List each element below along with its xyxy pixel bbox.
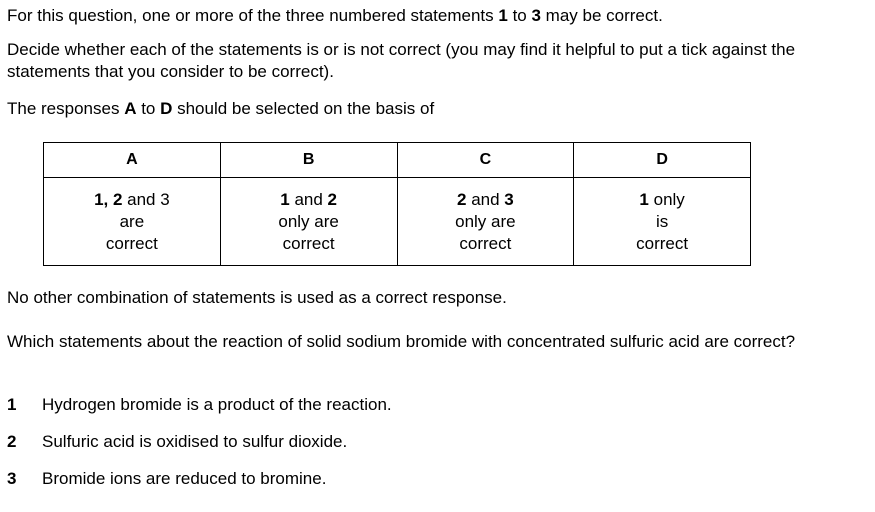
key-cell-c-line2: only are <box>455 211 516 231</box>
intro-post: may be correct. <box>540 6 663 25</box>
key-cell-b-bold2: 2 <box>327 189 337 209</box>
key-cell-b-line1 <box>221 189 397 211</box>
statement-1 <box>7 394 867 416</box>
key-cell-a-line1 <box>44 189 220 211</box>
key-cell-a-rest: and 3 <box>122 189 170 209</box>
responses-post: should be selected on the basis of <box>172 99 435 118</box>
intro-number-1: 1 <box>498 6 508 25</box>
key-cell-c-rest: and <box>466 189 505 209</box>
key-header-d: D <box>574 143 751 178</box>
key-cell-d-bold: 1 <box>639 189 649 209</box>
key-cell-c-line3: correct <box>459 233 512 253</box>
question-text: Which statements about the reaction of solid sodium bromide with concentrated sulfuric acid are correct? <box>7 332 796 351</box>
key-header-a: A <box>44 143 221 178</box>
intro-text <box>7 5 869 27</box>
key-cell-a-bold: 1, 2 <box>94 189 123 209</box>
statement-1-text: Hydrogen bromide is a product of the reaction. <box>42 395 392 414</box>
no-combination-note: No other combination of statements is used as a correct response. <box>7 288 507 307</box>
key-cell-c-line1 <box>398 189 574 211</box>
key-cell-d <box>574 178 751 266</box>
key-cell-b <box>220 178 397 266</box>
responses-text <box>7 98 869 120</box>
statement-3 <box>7 468 867 490</box>
statement-2-number: 2 <box>7 432 17 451</box>
statement-2-text: Sulfuric acid is oxidised to sulfur dioxide. <box>42 432 348 451</box>
decide-instructions: Decide whether each of the statements is or is not correct (you may find it helpful to put a tick against the statements that you consider to be correct). <box>7 40 796 81</box>
key-cell-a-line3: correct <box>105 233 158 253</box>
responses-pre: The responses <box>7 99 125 118</box>
key-header-c: C <box>397 143 574 178</box>
key-cell-b-line2: only are <box>278 211 339 231</box>
key-cell-d-line1 <box>574 189 750 211</box>
key-cell-a <box>44 178 221 266</box>
key-body-row <box>44 178 751 266</box>
statement-3-number: 3 <box>7 469 17 488</box>
key-cell-d-line3: correct <box>636 233 689 253</box>
statement-1-number: 1 <box>7 395 17 414</box>
key-cell-a-line2: are <box>119 211 145 231</box>
responses-letter-a: A <box>124 99 137 118</box>
response-key-table <box>43 142 751 266</box>
key-cell-b-rest: and <box>289 189 328 209</box>
responses-letter-d: D <box>160 99 173 118</box>
intro-number-3: 3 <box>531 6 541 25</box>
intro-mid: to <box>507 6 532 25</box>
key-cell-c-bold: 2 <box>457 189 467 209</box>
key-header-b: B <box>220 143 397 178</box>
intro-pre: For this question, one or more of the three numbered statements <box>7 6 499 25</box>
key-cell-b-bold: 1 <box>280 189 290 209</box>
statement-3-text: Bromide ions are reduced to bromine. <box>42 469 327 488</box>
key-header-row <box>44 143 751 178</box>
key-cell-d-rest: only <box>648 189 685 209</box>
key-cell-c <box>397 178 574 266</box>
key-cell-b-line3: correct <box>282 233 335 253</box>
key-cell-d-line2: is <box>655 211 669 231</box>
key-cell-c-bold2: 3 <box>504 189 514 209</box>
responses-mid: to <box>136 99 161 118</box>
statement-2 <box>7 431 867 453</box>
